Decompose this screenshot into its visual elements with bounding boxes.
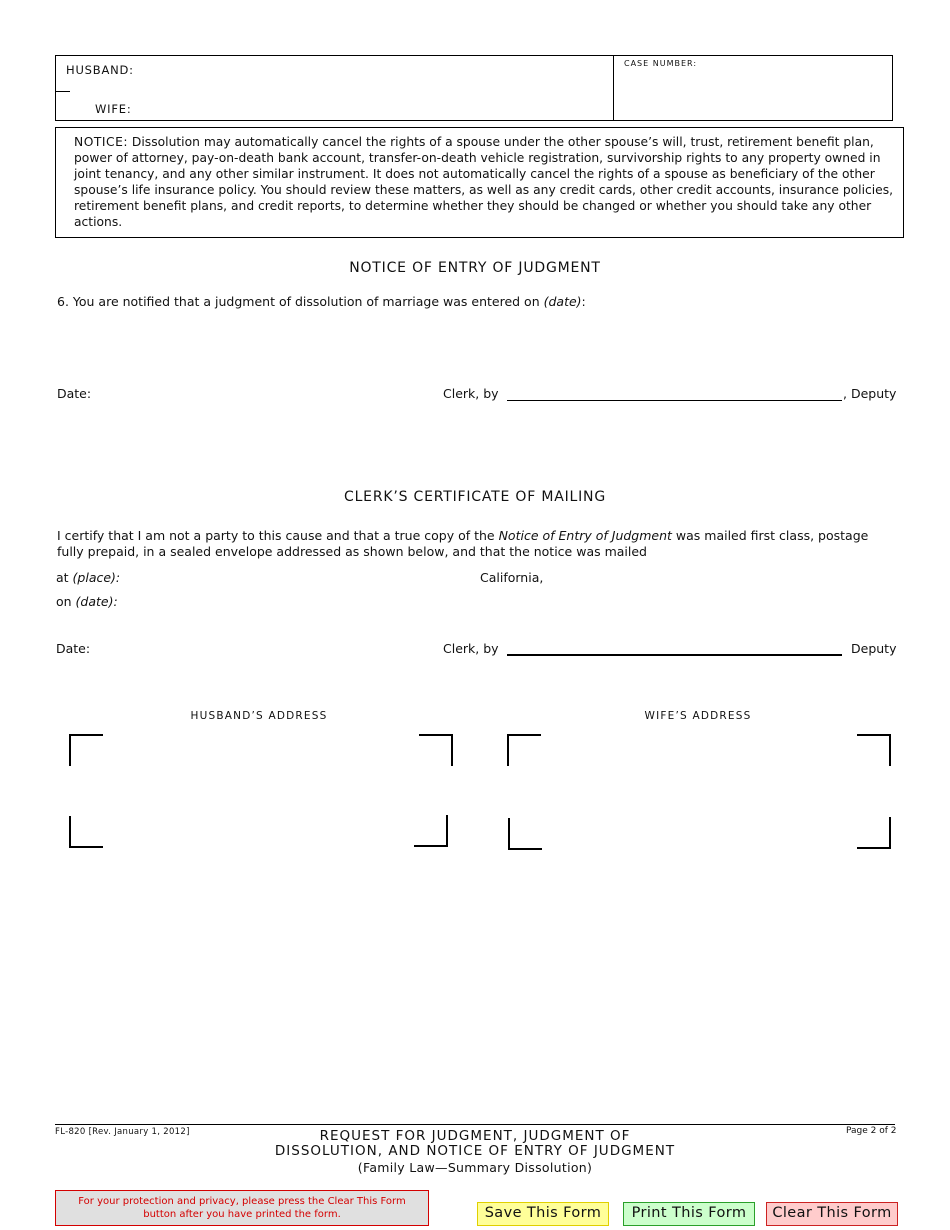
mailing-on-date-field[interactable] xyxy=(122,588,472,610)
caption-divider xyxy=(613,55,614,121)
entry-clerk-label: Clerk, by xyxy=(443,386,499,401)
footer-title-line2: DISSOLUTION, AND NOTICE OF ENTRY OF JUDGMENT xyxy=(274,1143,676,1159)
entry-item-colon: : xyxy=(581,294,586,309)
footer-title-line1: REQUEST FOR JUDGMENT, JUDGMENT OF xyxy=(319,1128,631,1144)
save-form-button[interactable]: Save This Form xyxy=(477,1202,609,1226)
page-number: Page 2 of 2 xyxy=(846,1126,897,1136)
mailing-california-label: California, xyxy=(480,570,544,585)
mailing-at-word: at xyxy=(56,570,73,585)
entry-clerk-signature-line[interactable] xyxy=(507,400,842,401)
entry-item-6 xyxy=(57,294,586,310)
privacy-note: For your protection and privacy, please press the Clear This Form button after you have printed the form. xyxy=(55,1190,429,1226)
wife-address-field[interactable] xyxy=(516,742,881,842)
entry-deputy-label: , Deputy xyxy=(843,386,897,401)
mailing-deputy-label: Deputy xyxy=(851,641,897,656)
entry-date-label: Date: xyxy=(57,386,92,401)
mailing-date-italic: (date): xyxy=(75,594,118,609)
wife-address-label: WIFE’S ADDRESS xyxy=(644,710,752,722)
mailing-at-label xyxy=(56,570,120,586)
footer-rule xyxy=(55,1124,895,1125)
mailing-cert-part1: I certify that I am not a party to this cause and that a true copy of the xyxy=(57,528,499,543)
mailing-clerk-signature-line[interactable] xyxy=(507,654,842,656)
caption-tick xyxy=(56,91,70,92)
case-number-label: CASE NUMBER: xyxy=(624,59,698,68)
mailing-date-field[interactable] xyxy=(95,635,395,659)
mailing-on-label xyxy=(56,594,118,610)
mailing-date-label: Date: xyxy=(56,641,91,656)
judgment-date-field[interactable] xyxy=(585,288,885,312)
wife-label: WIFE: xyxy=(95,102,132,116)
husband-address-field[interactable] xyxy=(78,742,443,842)
wife-name-field[interactable] xyxy=(140,96,608,118)
mailing-cert-part2: was mailed first class, postage fully prepaid, in a sealed envelope addressed as shown below, and that the notice was mailed xyxy=(57,528,869,559)
husband-label: HUSBAND: xyxy=(66,63,134,77)
husband-name-field[interactable] xyxy=(140,58,608,80)
mailing-clerk-label: Clerk, by xyxy=(443,641,499,656)
entry-date-field[interactable] xyxy=(95,380,395,404)
mailing-cert-text xyxy=(57,528,887,560)
entry-item-date: (date) xyxy=(543,294,582,309)
print-form-button[interactable]: Print This Form xyxy=(623,1202,755,1226)
notice-lead: NOTICE: xyxy=(74,135,129,149)
footer-subtitle: (Family Law—Summary Dissolution) xyxy=(357,1160,593,1175)
mailing-on-word: on xyxy=(56,594,76,609)
form-id: FL-820 [Rev. January 1, 2012] xyxy=(55,1127,190,1137)
entry-title: NOTICE OF ENTRY OF JUDGMENT xyxy=(349,260,601,276)
entry-item-text: 6. You are notified that a judgment of dissolution of marriage was entered on xyxy=(57,294,544,309)
notice-text: Dissolution may automatically cancel the rights of a spouse under the other spouse’s will, trust, retirement benefit plan, power of attorney, pay-on-death bank account, transfer-on-death vehicle registration, survivorship rights to any property owned in joint tenancy, and any other similar instrument. It does not automatically cancel the rights of a spouse as beneficiary of the other spouse’s life insurance policy. You should review these matters, as well as any credit cards, other credit accounts, insurance policies, retirement benefit plans, and credit reports, to determine whether they should be changed or whether you should take any other actions. xyxy=(74,135,894,229)
husband-address-label: HUSBAND’S ADDRESS xyxy=(190,710,328,722)
clear-form-button[interactable]: Clear This Form xyxy=(766,1202,898,1226)
mailing-place-label: (place): xyxy=(72,570,121,585)
case-number-field[interactable] xyxy=(620,58,888,116)
mailing-place-field[interactable] xyxy=(122,564,472,586)
mailing-title: CLERK’S CERTIFICATE OF MAILING xyxy=(344,489,606,505)
notice-box xyxy=(55,127,904,238)
mailing-cert-italic: Notice of Entry of Judgment xyxy=(498,528,672,543)
